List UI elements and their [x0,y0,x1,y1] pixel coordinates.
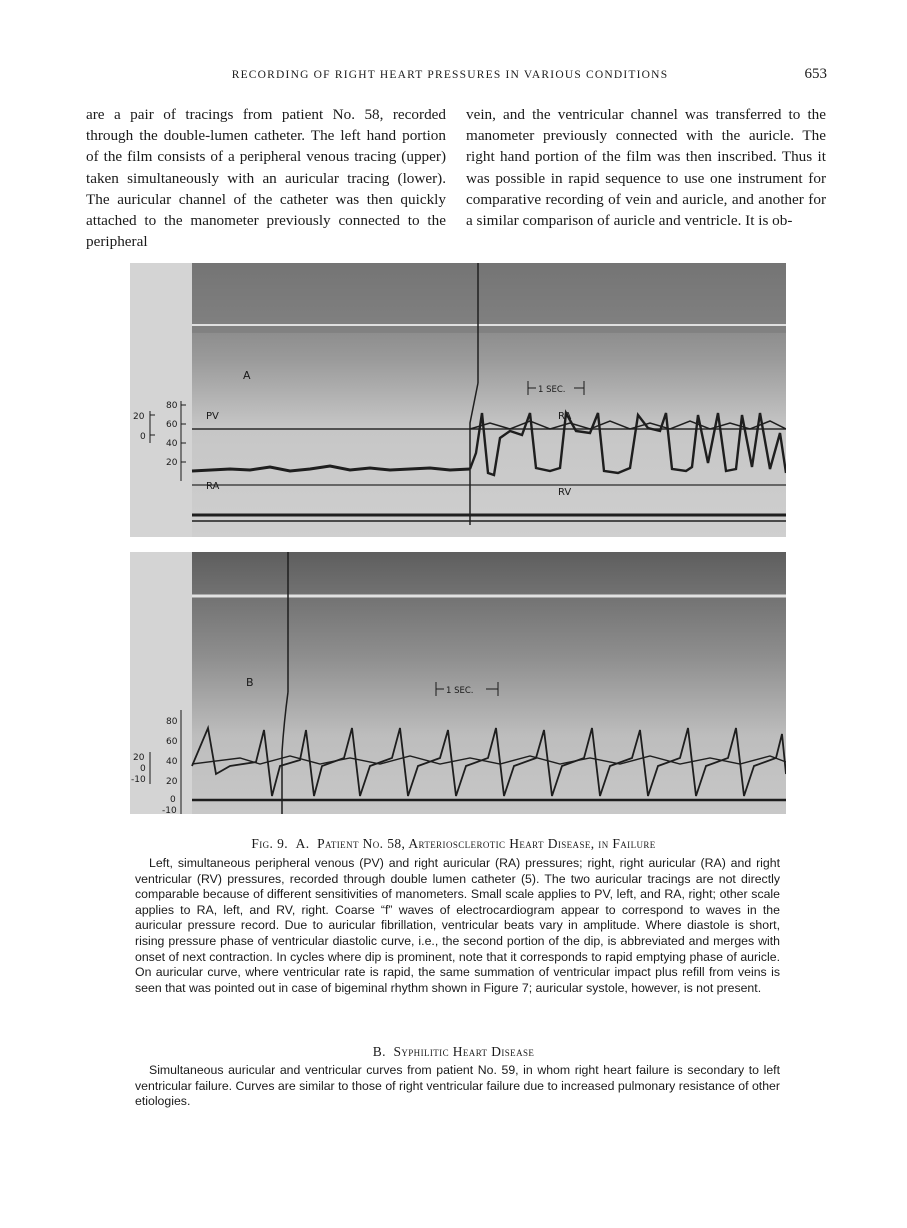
small-scale-b-tick: 0 [140,764,146,774]
caption-title-b-text: Syphilitic Heart Disease [393,1044,535,1059]
figure-panel-b [130,552,786,814]
large-scale-b-tick: 40 [166,757,178,767]
figure-caption-title-b [0,1044,907,1060]
small-scale-a-tick: 0 [140,432,146,442]
large-scale-a-tick: 20 [166,458,178,468]
small-scale-a-tick: 20 [133,412,145,422]
trace-label-rv: RV [558,487,572,498]
body-paragraph-left: are a pair of tracings from patient No. 58, recorded through the double-lumen catheter. The left hand portion of the film consists of a peripheral venous tracing (upper) taken simultaneously with an auricular tracing (lower). The auricular channel of the catheter was then quickly attached to the manometer previously connected to the peripheral [86,106,446,251]
figure-caption-body-b [135,1063,780,1110]
large-scale-b-tick: 0 [170,795,176,805]
running-title: RECORDING OF RIGHT HEART PRESSURES IN VARIOUS CONDITIONS [231,69,669,81]
caption-part-a: A. [295,836,310,851]
body-column-left [86,104,446,252]
large-scale-b-tick: -10 [162,806,177,814]
panel-b-label: B [246,676,254,689]
large-scale-a-tick: 60 [166,420,178,430]
small-scale-b-tick: 20 [133,753,145,763]
figure-caption-body-a [135,856,780,996]
caption-text-a: Left, simultaneous peripheral venous (PV) and right auricular (RA) pressures; right, right auricular (RA) and right ventricular (RV) pressures, recorded through double lumen catheter (5). The two auricular tracings are not directly comparable because of different sensitivities of manometers. Small scale applies to PV, left, and RA, right; other scale applies to RA, left, and RV, right. Coarse “f” waves of electrocardiogram appear to correspond to waves in the auricular pressure record. Due to auricular fibrillation, ventricular beats vary in amplitude. Where diastole is short, rising pressure phase of ventricular diastolic curve, i.e., the second portion of the dip, is abbreviated and merges with onset of next contraction. In cycles where dip is prominent, note that it corresponds to rapid emptying phase of auricle. On auricular curve, where ventricular rate is rapid, the same summation of ventricular impact plus refill from veins is seen that was pointed out in case of bigeminal rhythm shown in Figure 7; auricular systole, however, is not present. [135,856,780,995]
caption-text-b: Simultaneous auricular and ventricular curves from patient No. 59, in whom right heart failure is secondary to left ventricular failure. Curves are similar to those of right ventricular failure due to increased pulmonary resistance of other etiologies. [135,1063,780,1109]
large-scale-a-tick: 80 [166,401,178,411]
panel-a-label: A [243,369,251,382]
trace-label-ra-right: RA [558,411,572,422]
figure-caption-title-a [0,836,907,852]
large-scale-b-tick: 80 [166,717,178,727]
small-scale-b-tick: -10 [131,775,146,785]
time-marker-a-label: 1 SEC. [538,385,566,395]
figure-panel-a [130,263,786,537]
tracing-b-image [130,552,786,814]
body-column-right [466,104,826,231]
figure-label: Fig. 9. [251,836,288,851]
large-scale-b-tick: 20 [166,777,178,787]
time-marker-b-label: 1 SEC. [446,686,474,696]
trace-label-pv: PV [206,411,219,422]
trace-label-ra-left: RA [206,481,220,492]
body-paragraph-right: vein, and the ventricular channel was transferred to the manometer previously connected with the auricle. The right hand portion of the film was then inscribed. Thus it was possible in rapid sequence to use one instrument for comparative recording of vein and auricle, and another for a similar comparison of auricle and ventricle. It is ob- [466,106,826,230]
caption-title-a-text: Patient No. 58, Arteriosclerotic Heart Disease, in Failure [317,836,656,851]
running-head [0,66,907,86]
caption-part-b: B. [372,1044,386,1059]
tracing-a-image [130,263,786,537]
page-number: 653 [804,66,827,82]
large-scale-b-tick: 60 [166,737,178,747]
large-scale-a-tick: 40 [166,439,178,449]
